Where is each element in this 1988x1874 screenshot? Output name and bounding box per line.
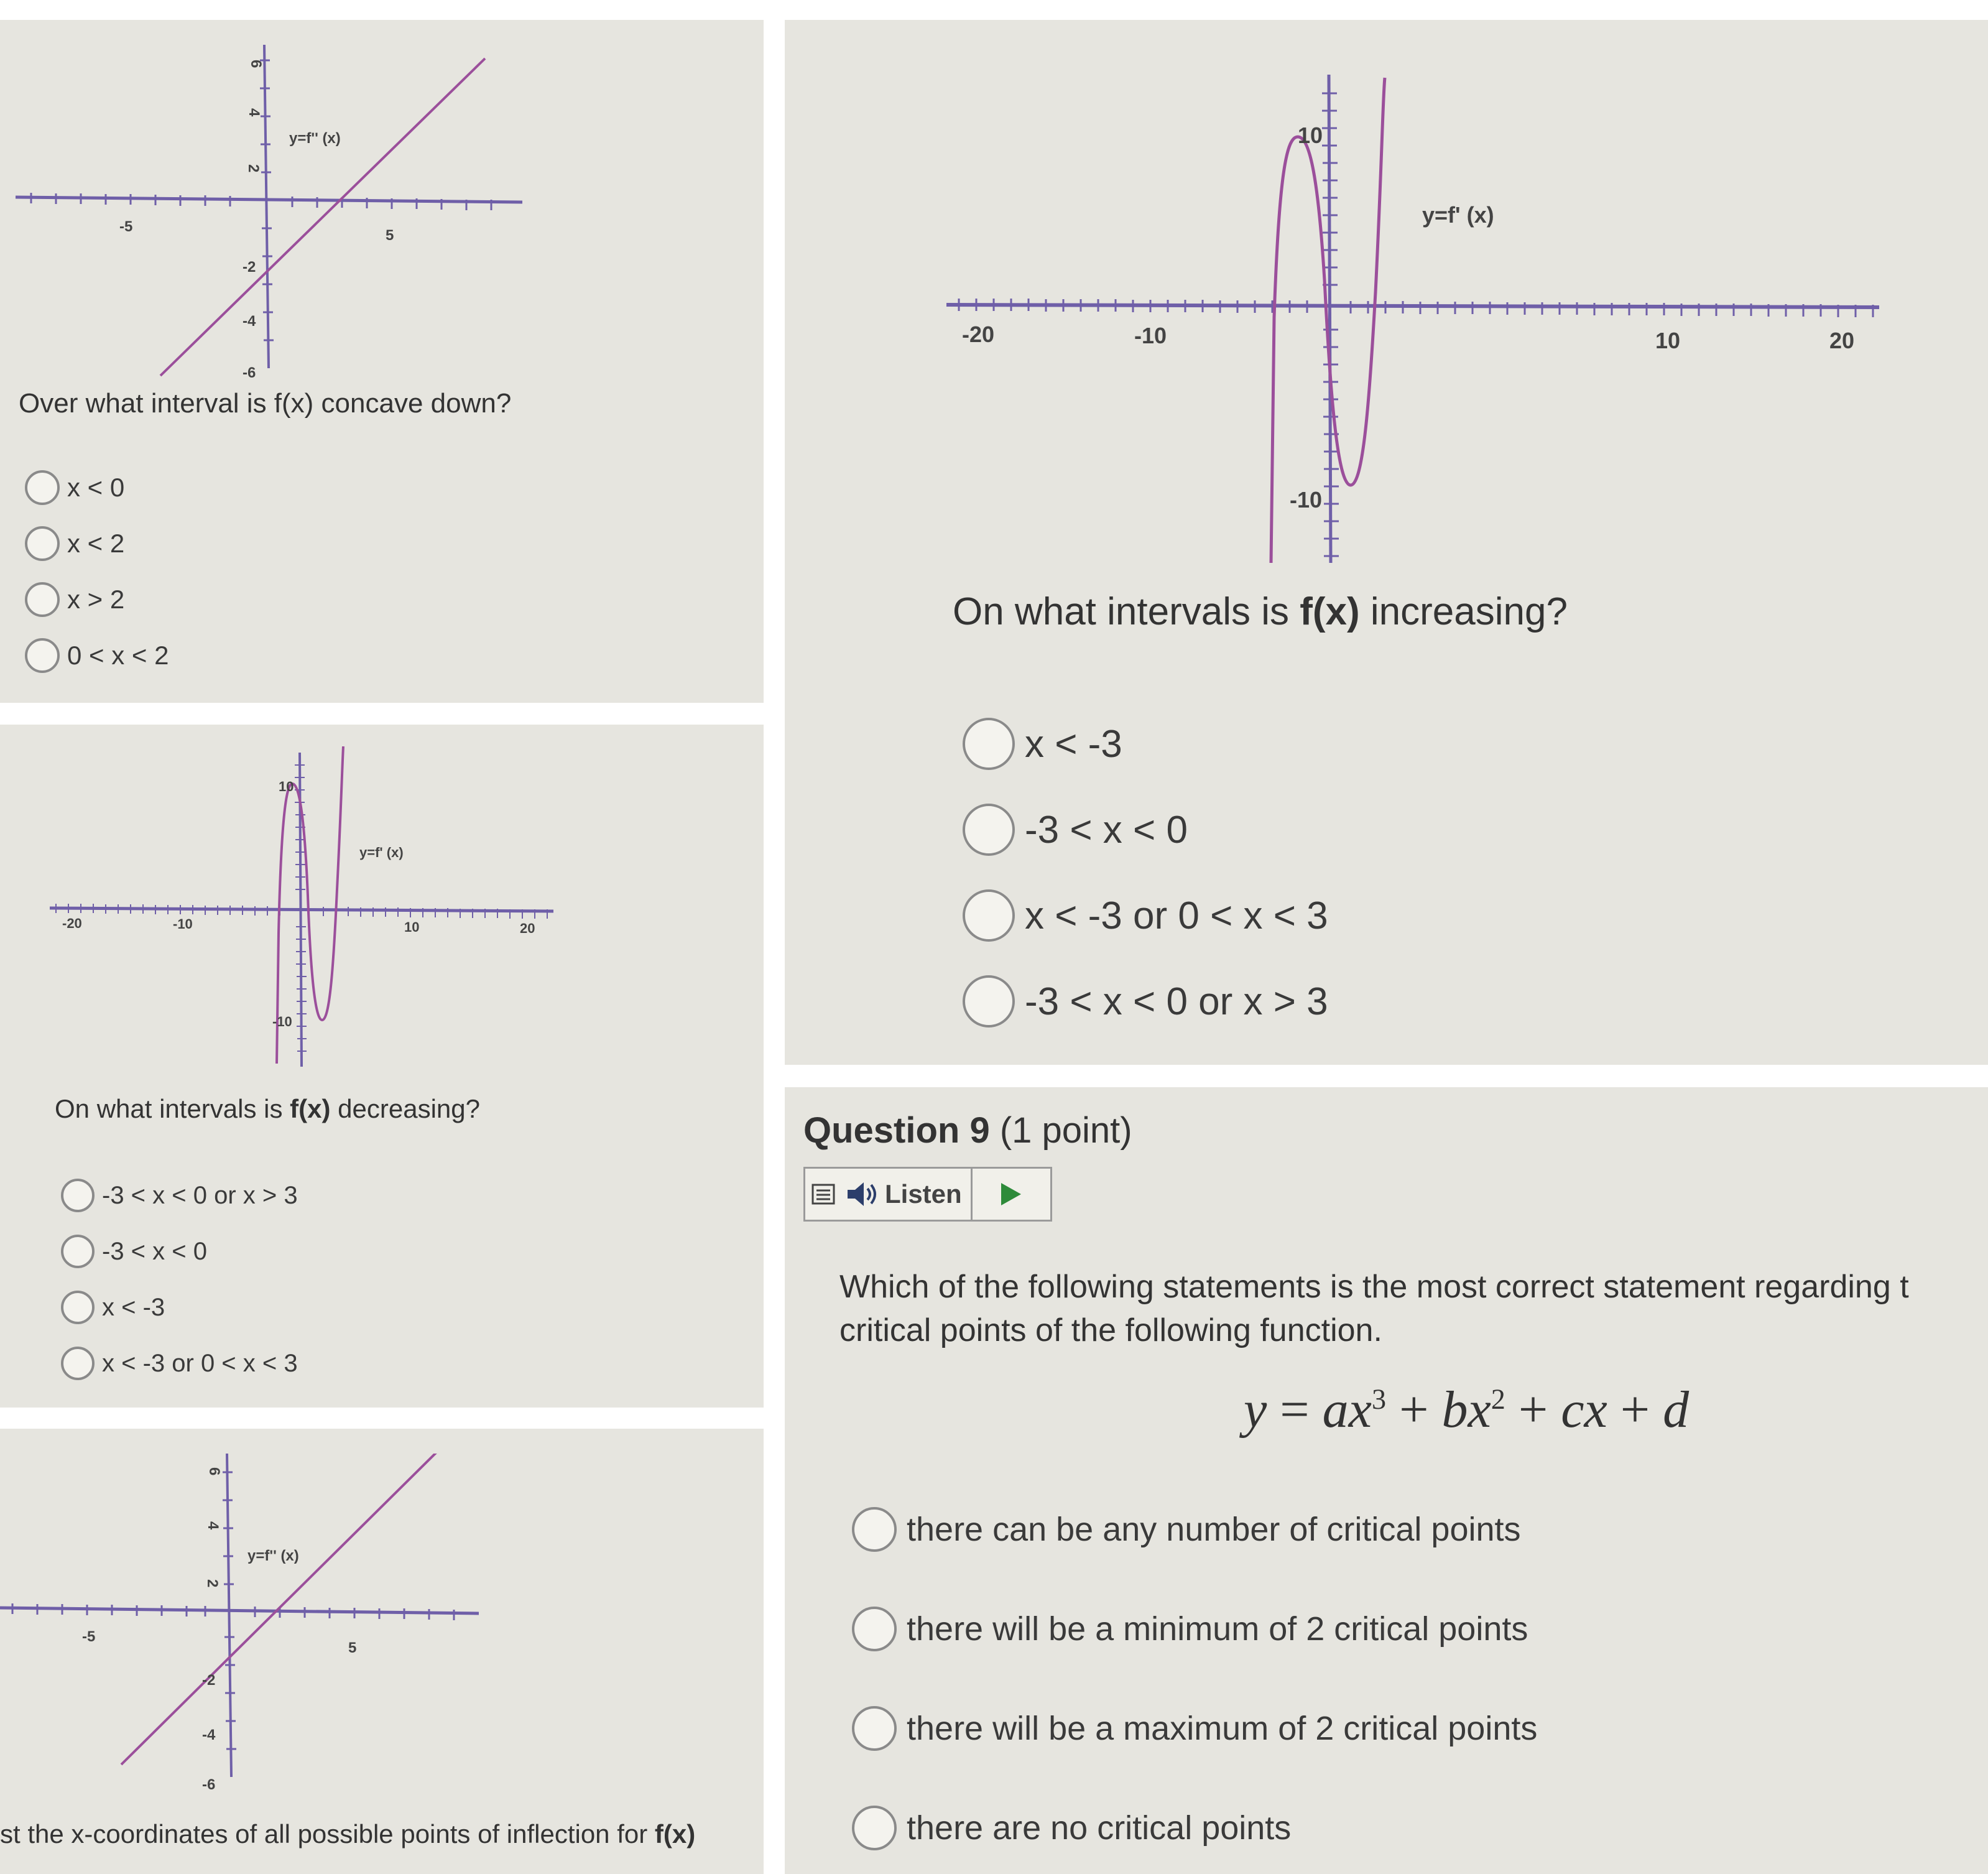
menu-icon-svg xyxy=(811,1182,835,1206)
formula-lhs: y xyxy=(1244,1381,1267,1439)
f-prime-graph xyxy=(44,746,560,1070)
y-tick-label: -2 xyxy=(202,1672,216,1689)
increasing-options xyxy=(963,718,1328,1027)
concave-question-text: Over what interval is f(x) concave down? xyxy=(19,388,512,419)
radio-button[interactable] xyxy=(61,1235,95,1268)
option-label: x > 2 xyxy=(67,585,125,614)
x-axis xyxy=(0,1608,479,1613)
option-label: x < 2 xyxy=(67,529,125,558)
radio-button[interactable] xyxy=(61,1179,95,1212)
option-label: x < -3 or 0 < x < 3 xyxy=(102,1349,298,1377)
decreasing-option[interactable] xyxy=(61,1177,298,1213)
y-tick-label: -4 xyxy=(202,1727,216,1743)
option-label: x < -3 or 0 < x < 3 xyxy=(1025,894,1328,937)
f-prime-svg xyxy=(940,56,1885,566)
f-double-prime-graph xyxy=(0,1454,485,1789)
f-double-prime-line xyxy=(160,58,485,376)
y-tick-label: -10 xyxy=(272,1014,292,1029)
curve-label: y=f'' (x) xyxy=(289,130,341,147)
concave-option[interactable] xyxy=(25,469,169,506)
f-prime-graph xyxy=(940,56,1885,566)
radio-button[interactable] xyxy=(852,1507,897,1552)
y-axis xyxy=(227,1454,231,1777)
question-number: Question 9 xyxy=(803,1110,990,1151)
x-tick-label: -10 xyxy=(173,916,193,932)
increasing-option[interactable] xyxy=(963,718,1328,770)
q9-question-text xyxy=(839,1265,1909,1352)
radio-button[interactable] xyxy=(61,1291,95,1324)
x-tick-label: -5 xyxy=(119,218,133,235)
q9-question-line: Which of the following statements is the most correct statement regarding t xyxy=(839,1269,1909,1305)
y-tick-label: 4 xyxy=(205,1521,221,1530)
question-suffix: increasing? xyxy=(1359,590,1568,633)
option-label: there will be a maximum of 2 critical points xyxy=(907,1710,1538,1747)
decreasing-option[interactable] xyxy=(61,1289,298,1325)
radio-button[interactable] xyxy=(963,718,1015,770)
listen-toolbar xyxy=(803,1167,1052,1222)
question-points: (1 point) xyxy=(999,1110,1132,1151)
option-label: x < -3 xyxy=(1025,722,1122,766)
f-double-prime-svg xyxy=(12,32,522,381)
question-panel-q9 xyxy=(785,1087,1988,1874)
radio-button[interactable] xyxy=(25,470,60,505)
listen-button[interactable] xyxy=(841,1169,973,1220)
formula-plus: + xyxy=(1518,1381,1548,1439)
option-label: 0 < x < 2 xyxy=(67,641,169,670)
question-function: f(x) xyxy=(290,1094,331,1123)
decreasing-option[interactable] xyxy=(61,1345,298,1381)
option-label: there will be a minimum of 2 critical points xyxy=(907,1610,1528,1648)
speaker-icon xyxy=(845,1179,880,1209)
radio-button[interactable] xyxy=(852,1706,897,1751)
radio-button[interactable] xyxy=(963,975,1015,1027)
y-tick-label: -10 xyxy=(1290,487,1323,513)
question-function: f(x) xyxy=(1300,590,1360,633)
increasing-option[interactable] xyxy=(963,804,1328,856)
y-tick-label: -4 xyxy=(243,313,256,330)
option-label: there are no critical points xyxy=(907,1809,1292,1847)
y-axis xyxy=(264,45,269,368)
radio-button[interactable] xyxy=(25,638,60,673)
y-tick-label: 10 xyxy=(279,779,294,794)
concave-option[interactable] xyxy=(25,581,169,618)
increasing-option[interactable] xyxy=(963,975,1328,1027)
y-axis xyxy=(1329,75,1331,563)
question-prefix: On what intervals is xyxy=(953,590,1300,633)
f-double-prime-svg xyxy=(0,1454,485,1789)
question-prefix: On what intervals is xyxy=(55,1094,290,1123)
x-tick-label: -20 xyxy=(962,322,995,347)
formula-plus: + xyxy=(1399,1381,1429,1439)
y-tick-label: 2 xyxy=(245,164,262,173)
question-panel-concave xyxy=(0,20,764,703)
y-tick-label: 2 xyxy=(204,1579,221,1588)
option-label: -3 < x < 0 or x > 3 xyxy=(102,1181,298,1209)
decreasing-question-text xyxy=(55,1094,480,1124)
option-label: -3 < x < 0 xyxy=(1025,808,1188,851)
play-button[interactable] xyxy=(973,1169,1050,1220)
y-tick-label: 6 xyxy=(247,60,264,68)
x-tick-label: -10 xyxy=(1134,323,1167,348)
curve-label: y=f' (x) xyxy=(359,845,404,860)
option-label: x < 0 xyxy=(67,473,125,502)
f-prime-svg xyxy=(44,746,560,1070)
x-tick-label: 20 xyxy=(1829,328,1855,353)
radio-button[interactable] xyxy=(852,1806,897,1850)
formula-equals: = xyxy=(1280,1381,1310,1439)
question-panel-inflection xyxy=(0,1429,764,1874)
option-label: there can be any number of critical points xyxy=(907,1511,1521,1548)
formula-term: bx xyxy=(1441,1381,1491,1439)
q9-options xyxy=(852,1506,1537,1851)
x-tick-label: 10 xyxy=(404,919,420,935)
y-tick-label: -2 xyxy=(243,259,256,276)
x-tick-label: 5 xyxy=(348,1640,357,1656)
x-axis xyxy=(16,197,522,202)
menu-icon[interactable] xyxy=(805,1169,841,1220)
q9-option[interactable] xyxy=(852,1805,1537,1851)
option-label: -3 < x < 0 or x > 3 xyxy=(1025,980,1328,1023)
x-tick-label: 10 xyxy=(1655,328,1681,353)
y-tick-label: 10 xyxy=(1298,123,1323,148)
formula-term: d xyxy=(1663,1381,1690,1439)
concave-option[interactable] xyxy=(25,525,169,562)
radio-button[interactable] xyxy=(25,526,60,561)
y-tick-label: 6 xyxy=(206,1467,223,1476)
x-tick-label: -5 xyxy=(82,1628,96,1645)
question-panel-decreasing xyxy=(0,725,764,1408)
cubic-formula xyxy=(1244,1380,1689,1440)
x-axis xyxy=(946,305,1879,307)
x-tick-label: 5 xyxy=(386,227,394,244)
y-tick-label: -6 xyxy=(243,364,256,381)
radio-button[interactable] xyxy=(852,1607,897,1651)
q9-option[interactable] xyxy=(852,1606,1537,1652)
formula-term: ax xyxy=(1322,1381,1372,1439)
x-tick-label: -20 xyxy=(62,916,82,931)
option-label: x < -3 xyxy=(102,1293,165,1321)
radio-button[interactable] xyxy=(25,582,60,617)
increasing-option[interactable] xyxy=(963,889,1328,942)
formula-exponent: 2 xyxy=(1491,1383,1505,1415)
curve-label: y=f'' (x) xyxy=(247,1547,299,1564)
q9-question-line: critical points of the following function. xyxy=(839,1312,1382,1348)
question-panel-increasing xyxy=(785,20,1988,1065)
x-tick-label: 20 xyxy=(520,921,535,936)
decreasing-options xyxy=(61,1177,298,1381)
inflection-question-text xyxy=(0,1819,695,1849)
curve-label: y=f' (x) xyxy=(1422,202,1494,228)
increasing-question-text xyxy=(953,590,1568,634)
question-suffix: decreasing? xyxy=(330,1094,480,1123)
listen-label: Listen xyxy=(885,1179,962,1208)
radio-button[interactable] xyxy=(61,1347,95,1380)
decreasing-option[interactable] xyxy=(61,1233,298,1269)
question-9-heading xyxy=(803,1110,1132,1151)
q9-option[interactable] xyxy=(852,1506,1537,1552)
y-tick-label: -6 xyxy=(202,1776,216,1789)
formula-term: cx xyxy=(1561,1381,1607,1439)
option-label: -3 < x < 0 xyxy=(102,1237,207,1265)
concave-options xyxy=(25,469,169,674)
q9-option[interactable] xyxy=(852,1705,1537,1751)
question-function: f(x) xyxy=(654,1819,696,1848)
formula-exponent: 3 xyxy=(1371,1383,1387,1415)
f-double-prime-graph xyxy=(12,32,522,381)
formula-plus: + xyxy=(1620,1381,1650,1439)
y-tick-label: 4 xyxy=(246,108,262,117)
radio-button[interactable] xyxy=(963,804,1015,856)
concave-option[interactable] xyxy=(25,637,169,674)
radio-button[interactable] xyxy=(963,889,1015,942)
question-prefix: st the x-coordinates of all possible points of inflection for xyxy=(0,1819,655,1848)
play-icon xyxy=(999,1181,1024,1208)
